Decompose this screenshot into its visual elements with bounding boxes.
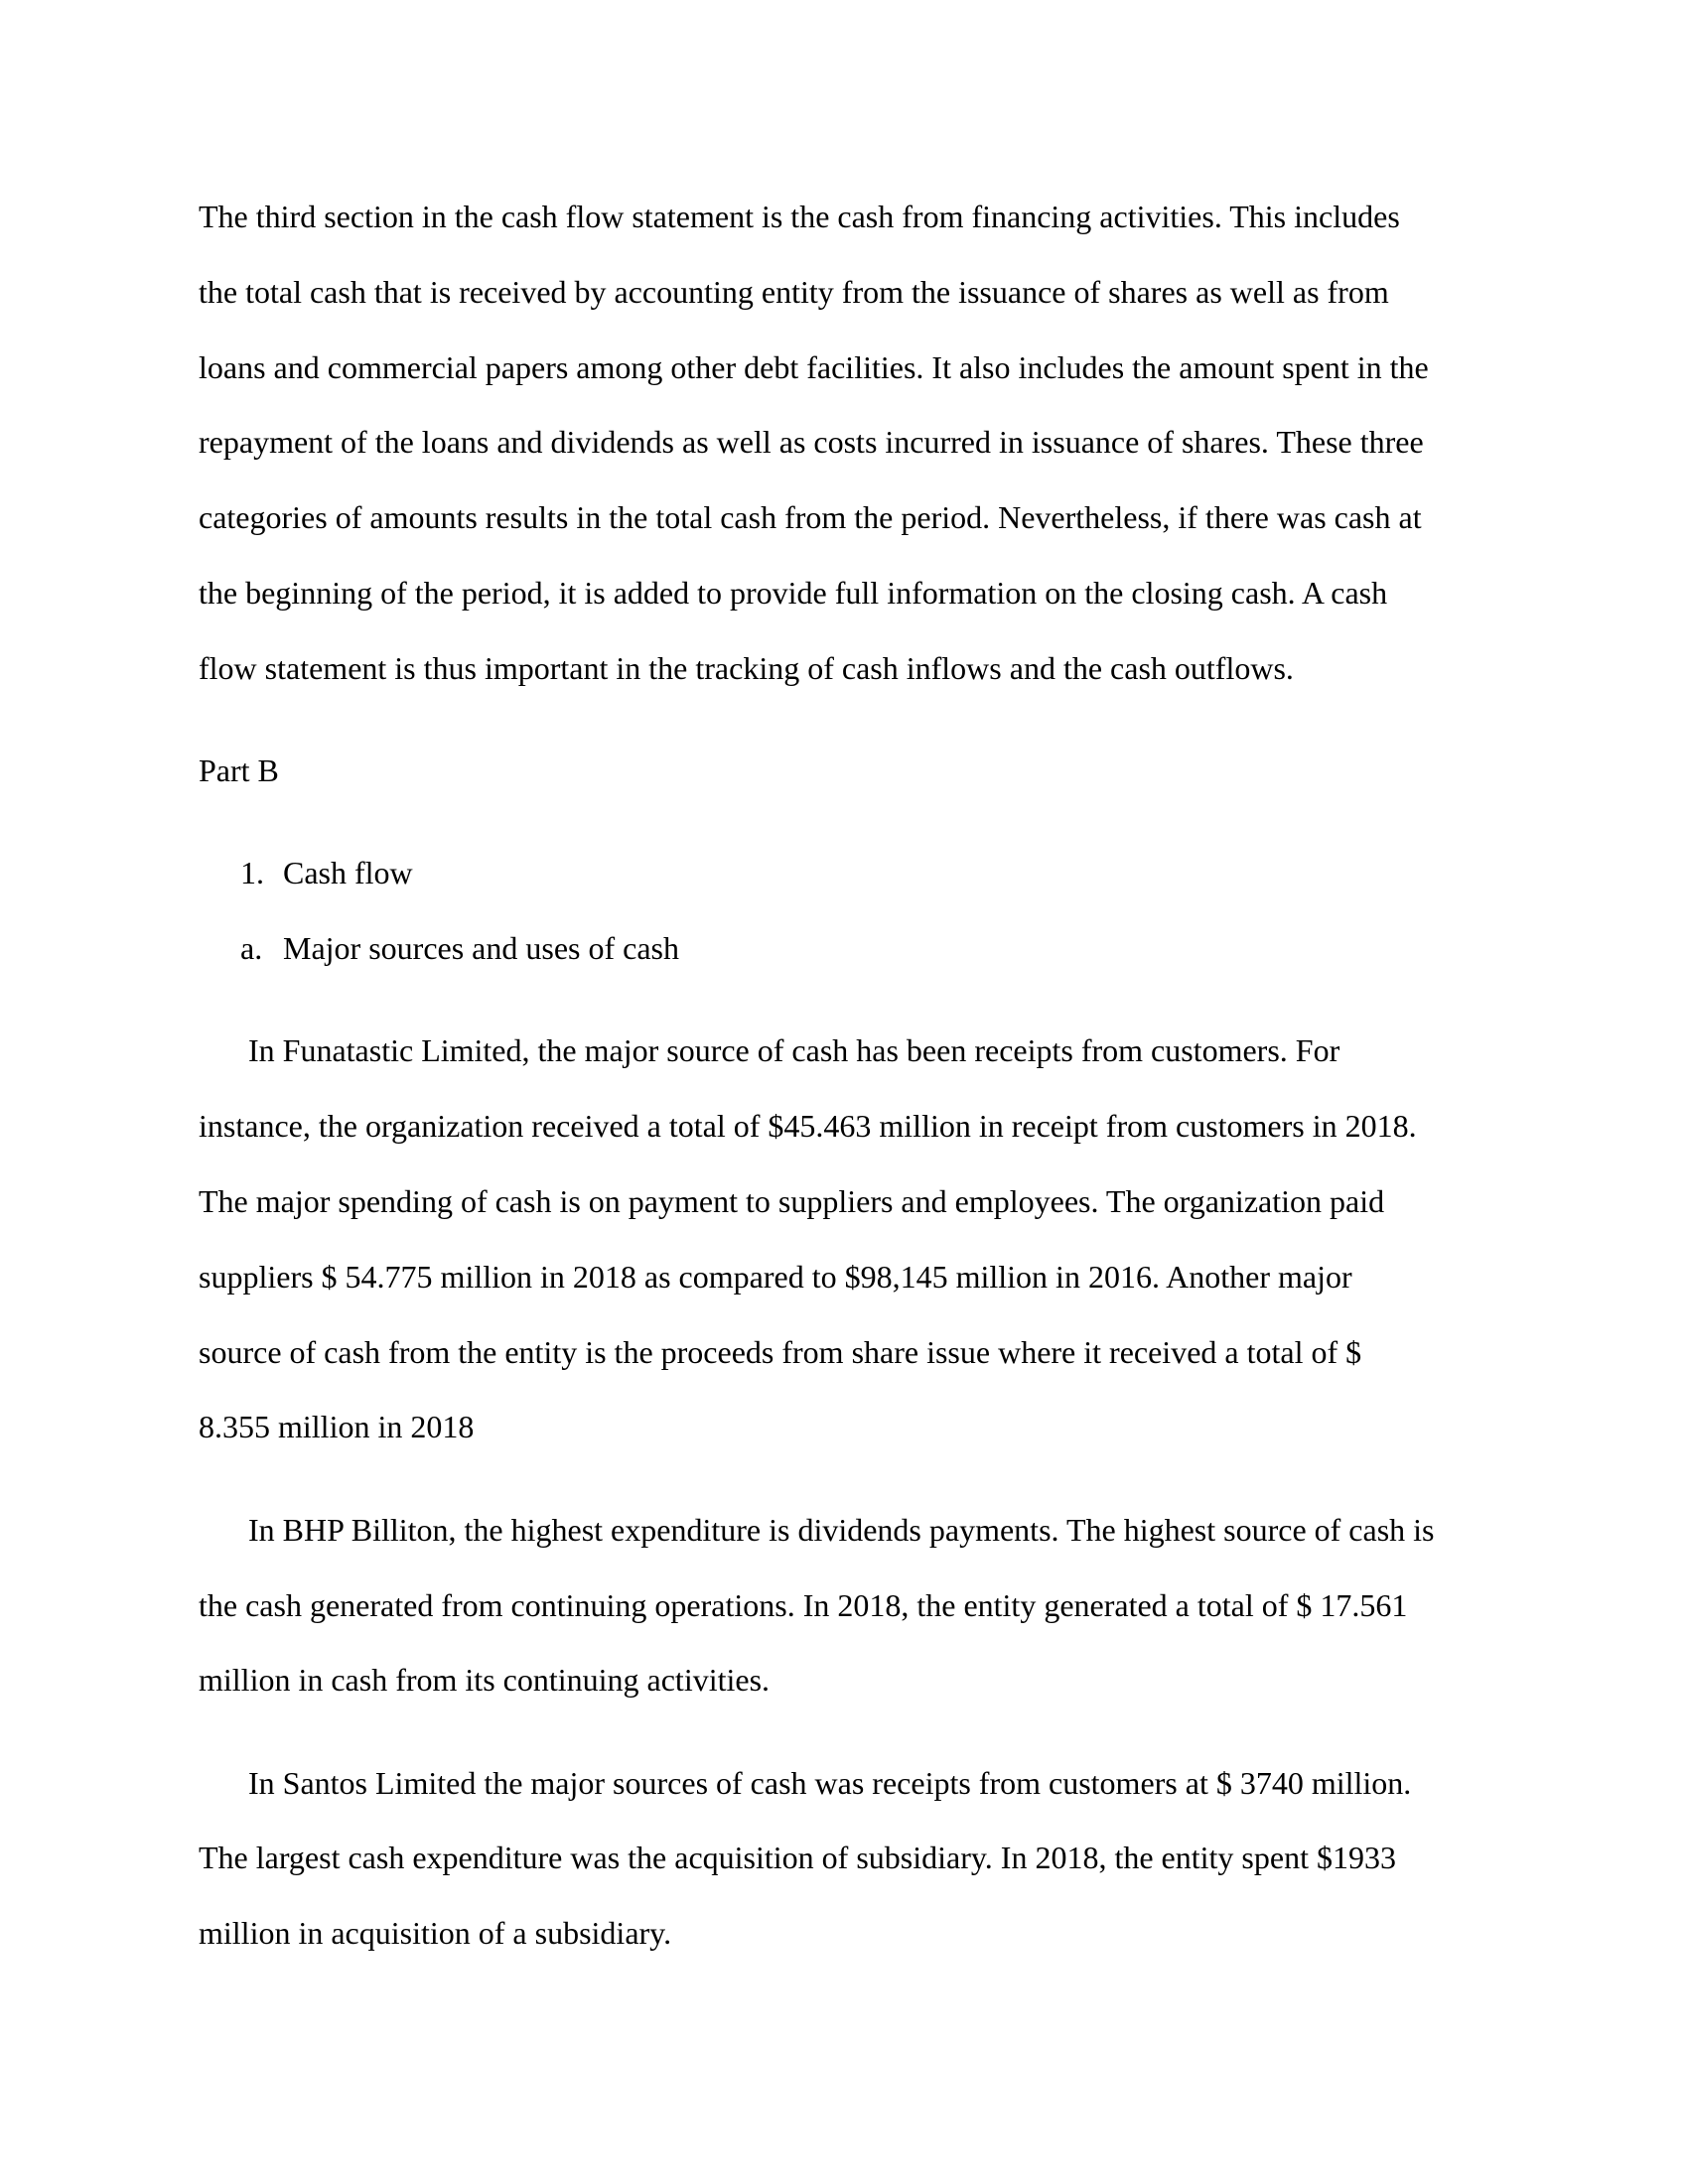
outline-list [199,836,1509,987]
text-line: loans and commercial papers among other debt facilities. It also includes the amount spent in the [199,348,1429,385]
document-body [199,180,1509,1999]
list-item-text: Cash flow [283,855,413,891]
section-heading [199,734,1509,809]
section-heading-text: Part B [199,752,279,789]
text-line: In BHP Billiton, the highest expenditure is dividends payments. The highest source of cash is [248,1511,1435,1548]
text-line: the cash generated from continuing operations. In 2018, the entity generated a total of $ 17.561 [199,1586,1408,1623]
text-line: flow statement is thus important in the tracking of cash inflows and the cash outflows. [199,649,1294,686]
text-line: In Santos Limited the major sources of cash was receipts from customers at $ 3740 million. [248,1764,1412,1801]
paragraph-bhp-billiton [199,1493,1509,1718]
text-line: source of cash from the entity is the proceeds from share issue where it received a total of $ [199,1333,1362,1370]
list-marker: a. [240,930,263,967]
list-item-cash-flow [199,836,1509,911]
paragraph-funatastic [199,1014,1509,1465]
text-line: categories of amounts results in the total cash from the period. Nevertheless, if there was cash at [199,499,1422,536]
text-line: The largest cash expenditure was the acquisition of subsidiary. In 2018, the entity spent $1933 [199,1840,1396,1876]
paragraph-financing-activities [199,180,1509,707]
text-line: The third section in the cash flow statement is the cash from financing activities. This includes [199,199,1400,234]
text-line: 8.355 million in 2018 [199,1409,475,1445]
text-line: million in cash from its continuing activities. [199,1662,771,1699]
text-line: The major spending of cash is on payment to suppliers and employees. The organization paid [199,1183,1385,1220]
text-line: million in acquisition of a subsidiary. [199,1915,672,1952]
list-marker: 1. [240,855,264,891]
text-line: In Funatastic Limited, the major source of cash has been receipts from customers. For [248,1032,1340,1069]
list-item-text: Major sources and uses of cash [283,930,679,967]
text-line: repayment of the loans and dividends as well as costs incurred in issuance of shares. These three [199,424,1424,461]
text-line: the total cash that is received by accounting entity from the issuance of shares as well as from [199,273,1389,310]
text-line: the beginning of the period, it is added to provide full information on the closing cash. A cash [199,574,1388,611]
text-line: suppliers $ 54.775 million in 2018 as compared to $98,145 million in 2016. Another major [199,1258,1352,1295]
paragraph-santos [199,1746,1509,1972]
list-item-major-sources [199,911,1509,987]
text-line: instance, the organization received a total of $45.463 million in receipt from customers in 2018. [199,1108,1417,1145]
